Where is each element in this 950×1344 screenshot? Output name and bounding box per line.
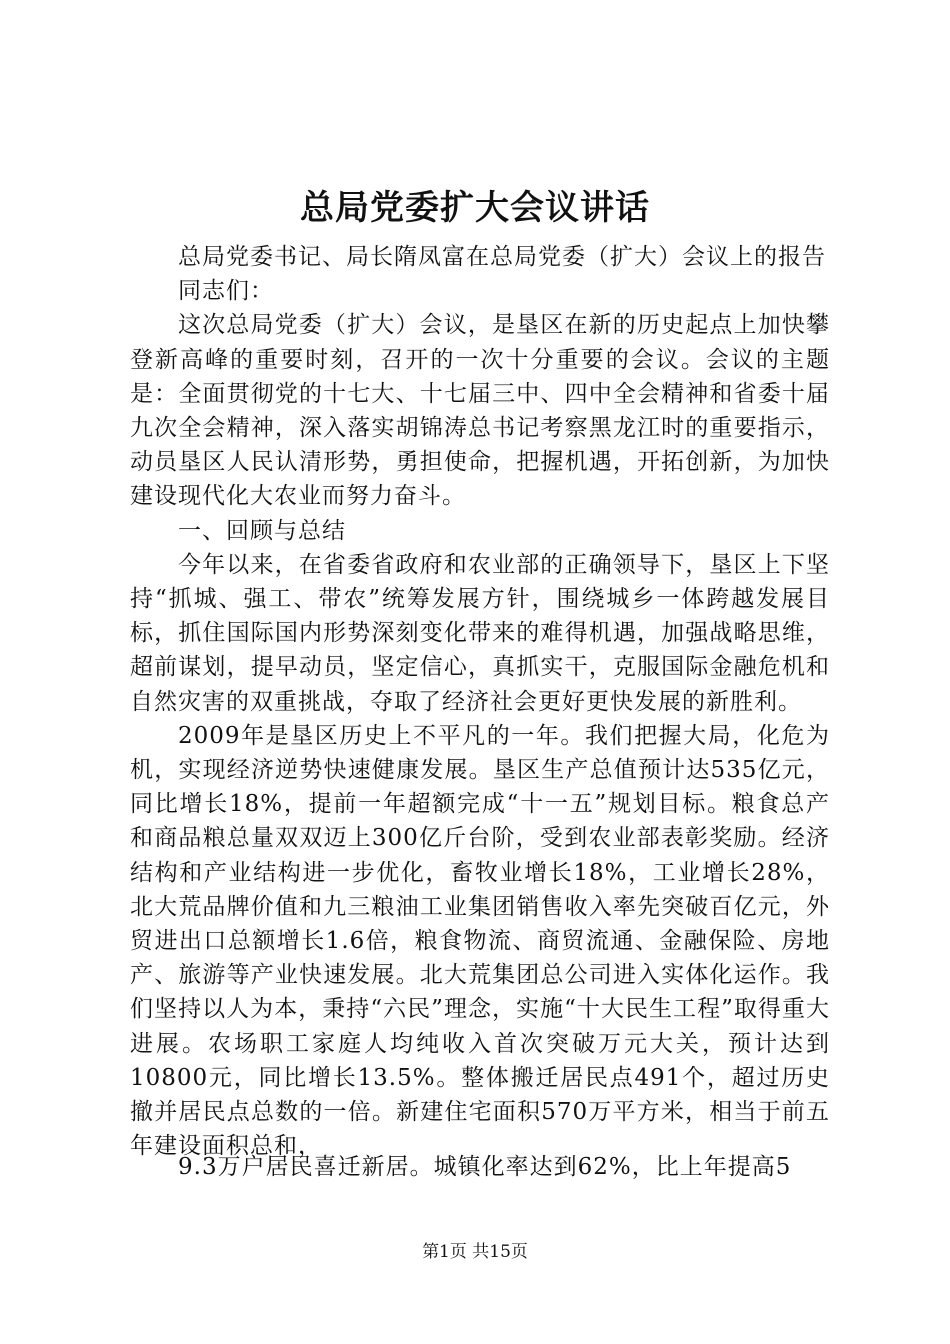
document-title: 总局党委扩大会议讲话 <box>300 188 650 228</box>
body-paragraph-1: 这次总局党委（扩大）会议，是垦区在新的历史起点上加快攀登新高峰的重要时刻，召开的一次十分重要的会议。会议的主题是：全面贯彻党的十七大、十七届三中、四中全会精神和省委十届九次全会精神，深入落实胡锦涛总书记考察黑龙江时的重要指示，动员垦区人民认清形势，勇担使命，把握机遇，开拓创新，为加快建设现代化大农业而努力奋斗。 <box>130 312 830 510</box>
body-paragraph-3: 2009年是垦区历史上不平凡的一年。我们把握大局，化危为机，实现经济逆势快速健康发展。垦区生产总值预计达535亿元，同比增长18%，提前一年超额完成“十一五”规划目标。粮食总产和商品粮总量双双迈上300亿斤台阶，受到农业部表彰奖励。经济结构和产业结构进一步优化，畜牧业增长18%，工业增长28%，北大荒品牌价值和九三粮油工业集团销售收入率先突破百亿元，外贸进出口总额增长1.6倍，粮食物流、商贸流通、金融保险、房地产、旅游等产业快速发展。北大荒集团总公司进入实体化运作。我们坚持以人为本，秉持“六民”理念，实施“十大民生工程”取得重大进展。农场职工家庭人均纯收入首次突破万元大关，预计达到10800元，同比增长13.5%。整体搬迁居民点491个，超过历史撤并居民点总数的一倍。新建住宅面积570万平方米，相当于前五年建设面积总和， <box>130 722 830 1160</box>
document-subtitle: 总局党委书记、局长隋凤富在总局党委（扩大）会议上的报告 <box>178 244 826 270</box>
document-body <box>130 240 830 1163</box>
section-heading: 一、回顾与总结 <box>178 517 346 544</box>
page-number: 第1页 共15页 <box>422 1242 528 1262</box>
body-paragraph-2: 今年以来，在省委省政府和农业部的正确领导下，垦区上下坚持“抓城、强工、带农”统筹发展方针，围绕城乡一体跨越发展目标，抓住国际国内形势深刻变化带来的难得机遇，加强战略思维，超前谋划，提早动员，坚定信心，真抓实干，克服国际金融危机和自然灾害的双重挑战，夺取了经济社会更好更快发展的新胜利。 <box>130 551 830 715</box>
continued-paragraph: 9.3万户居民喜迁新居。城镇化率达到62%，比上年提高5 <box>178 1154 792 1180</box>
salutation: 同志们： <box>178 278 274 305</box>
